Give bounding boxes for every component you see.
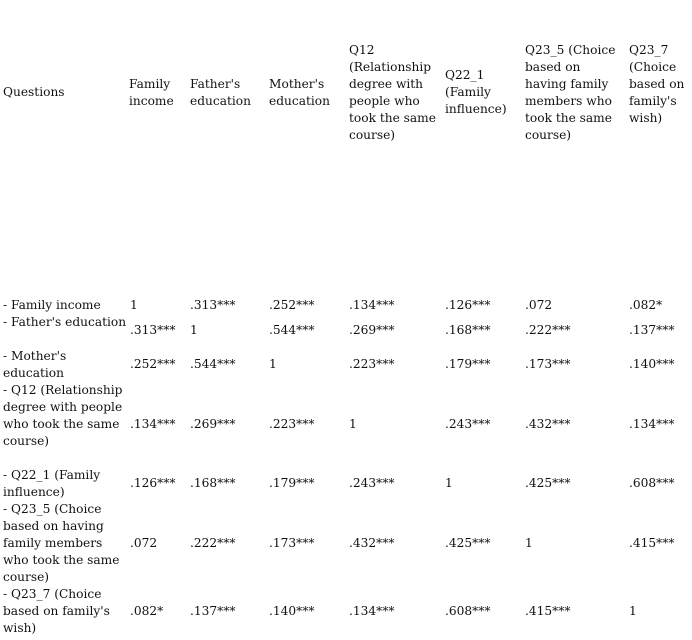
table-cell: .179*** bbox=[269, 476, 315, 490]
table-cell: 1 bbox=[445, 476, 453, 490]
table-cell: .252*** bbox=[269, 298, 315, 312]
table-cell: .173*** bbox=[269, 536, 315, 550]
row-label-fathers-education: - Father's education bbox=[3, 315, 127, 329]
table-cell: .223*** bbox=[349, 357, 395, 371]
table-cell: .168*** bbox=[190, 476, 236, 490]
table-cell: .425*** bbox=[525, 476, 571, 490]
row-label-q22-1: - Q22_1 (Family influence) bbox=[3, 468, 101, 499]
table-cell: .415*** bbox=[525, 604, 571, 618]
table-cell: .126*** bbox=[130, 476, 176, 490]
table-cell: .173*** bbox=[525, 357, 571, 371]
table-cell: .222*** bbox=[525, 323, 571, 337]
header-q22-1: Q22_1 (Family influence) bbox=[445, 68, 507, 116]
table-cell: 1 bbox=[269, 357, 277, 371]
header-mothers-education: Mother's education bbox=[269, 77, 330, 108]
table-cell: .432*** bbox=[349, 536, 395, 550]
table-cell: .137*** bbox=[629, 323, 675, 337]
table-cell: .223*** bbox=[269, 417, 315, 431]
table-cell: .269*** bbox=[190, 417, 236, 431]
row-label-q12: - Q12 (Relationship degree with people who took the same course) bbox=[3, 383, 123, 448]
table-cell: .126*** bbox=[445, 298, 491, 312]
header-q23-5: Q23_5 (Choice based on having family members who took the same course) bbox=[525, 43, 616, 142]
table-cell: .544*** bbox=[190, 357, 236, 371]
row-label-family-income: - Family income bbox=[3, 298, 101, 312]
row-label-mothers-education: - Mother's education bbox=[3, 349, 67, 380]
table-cell: .134*** bbox=[349, 604, 395, 618]
table-cell: .140*** bbox=[629, 357, 675, 371]
table-cell: .425*** bbox=[445, 536, 491, 550]
table-cell: .134*** bbox=[130, 417, 176, 431]
table-cell: .222*** bbox=[190, 536, 236, 550]
table-cell: .137*** bbox=[190, 604, 236, 618]
header-questions: Questions bbox=[3, 85, 65, 99]
table-cell: .082* bbox=[629, 298, 663, 312]
table-cell: .072 bbox=[130, 536, 158, 550]
table-cell: .252*** bbox=[130, 357, 176, 371]
header-q12: Q12 (Relationship degree with people who took the same course) bbox=[349, 43, 436, 142]
header-q23-7: Q23_7 (Choice based on family's wish) bbox=[629, 43, 685, 125]
table-cell: .243*** bbox=[445, 417, 491, 431]
table-cell: .072 bbox=[525, 298, 553, 312]
table-cell: .168*** bbox=[445, 323, 491, 337]
header-fathers-education: Father's education bbox=[190, 77, 251, 108]
table-cell: .179*** bbox=[445, 357, 491, 371]
table-cell: .313*** bbox=[130, 323, 176, 337]
table-cell: .140*** bbox=[269, 604, 315, 618]
row-label-q23-5: - Q23_5 (Choice based on having family members who took the same course) bbox=[3, 502, 120, 584]
table-cell: .544*** bbox=[269, 323, 315, 337]
table-cell: .432*** bbox=[525, 417, 571, 431]
table-cell: .243*** bbox=[349, 476, 395, 490]
table-cell: 1 bbox=[349, 417, 357, 431]
table-cell: .082* bbox=[130, 604, 164, 618]
table-cell: .415*** bbox=[629, 536, 675, 550]
table-cell: 1 bbox=[525, 536, 533, 550]
table-cell: 1 bbox=[130, 298, 138, 312]
header-family-income: Family income bbox=[129, 77, 174, 108]
table-cell: .313*** bbox=[190, 298, 236, 312]
table-cell: 1 bbox=[190, 323, 198, 337]
table-cell: .608*** bbox=[629, 476, 675, 490]
row-label-q23-7: - Q23_7 (Choice based on family's wish) bbox=[3, 587, 110, 635]
table-cell: .269*** bbox=[349, 323, 395, 337]
table-cell: .608*** bbox=[445, 604, 491, 618]
table-cell: 1 bbox=[629, 604, 637, 618]
table-cell: .134*** bbox=[349, 298, 395, 312]
table-cell: .134*** bbox=[629, 417, 675, 431]
